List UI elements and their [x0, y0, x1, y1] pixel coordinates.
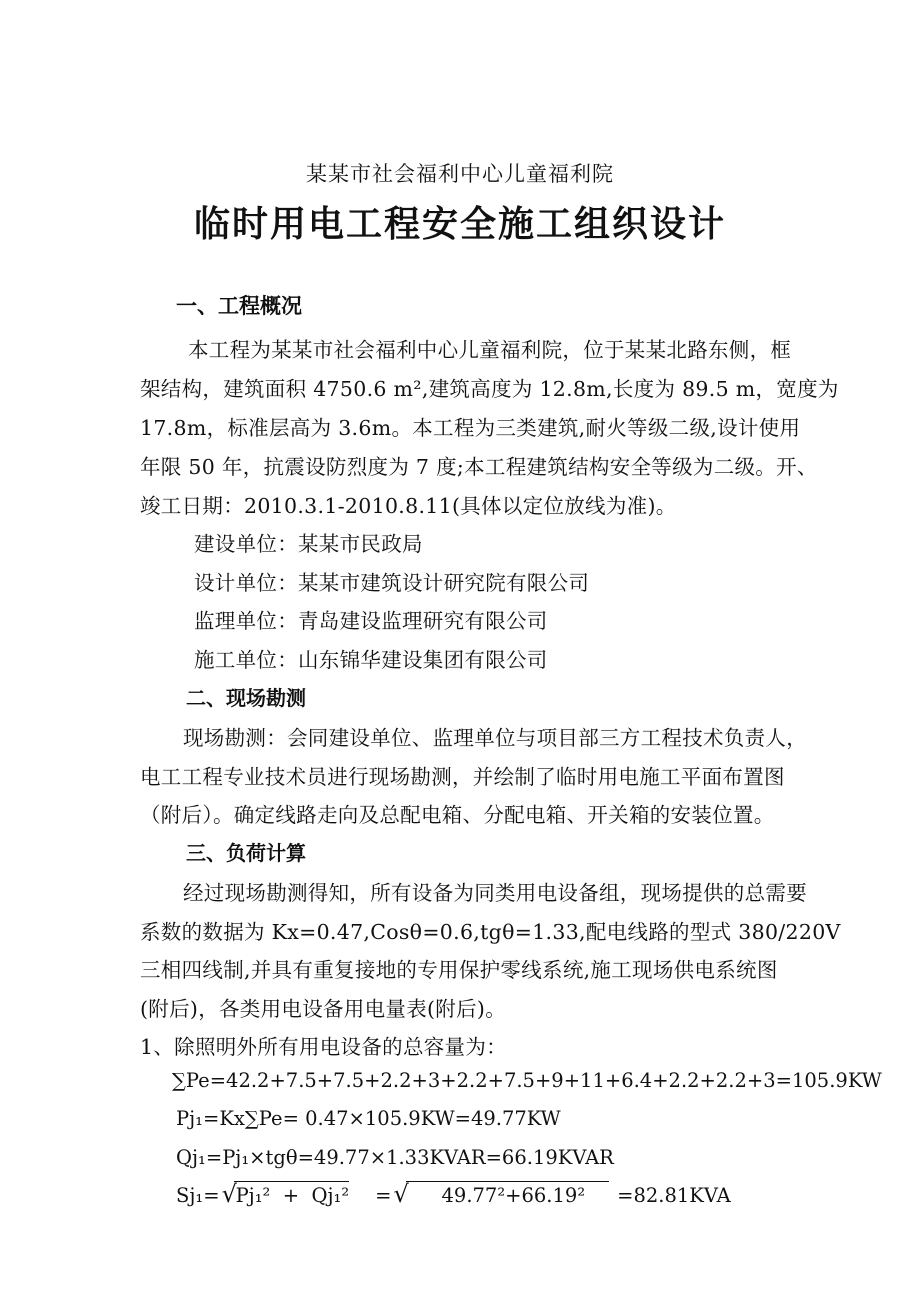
unit-construction: 建设单位：某某市民政局 — [194, 532, 423, 556]
formula-qj1: Qj₁=Pj₁×tgθ=49.77×1.33KVAR=66.19KVAR — [176, 1146, 614, 1169]
survey-line: 电工工程专业技术员进行现场勘测，并绘制了临时用电施工平面布置图 — [140, 765, 785, 789]
item-1-heading: 1、除照明外所有用电设备的总容量为： — [140, 1035, 507, 1059]
section-heading-overview: 一、工程概况 — [176, 294, 302, 318]
section-heading-survey: 二、现场勘测 — [186, 686, 306, 710]
overview-line: 本工程为某某市社会福利中心儿童福利院，位于某某北路东侧，框 — [188, 338, 792, 362]
document-title: 临时用电工程安全施工组织设计 — [193, 204, 726, 245]
document-subtitle: 某某市社会福利中心儿童福利院 — [306, 162, 614, 186]
formula-pj1: Pj₁=Kx∑Pe= 0.47×105.9KW=49.77KW — [176, 1107, 561, 1130]
overview-line: 竣工日期：2010.3.1-2010.8.11(具体以定位放线为准)。 — [140, 494, 677, 518]
unit-supervision: 监理单位：青岛建设监理研究有限公司 — [194, 609, 548, 633]
formula-sj1-sqrt-numeric: √ 49.77²+66.19² — [394, 1184, 610, 1207]
unit-design: 设计单位：某某市建筑设计研究院有限公司 — [194, 571, 590, 595]
load-line: 系数的数据为 Kx=0.47,Cosθ=0.6,tgθ=1.33,配电线路的型式 380/220V — [140, 920, 841, 944]
survey-line: 现场勘测：会同建设单位、监理单位与项目部三方工程技术负责人， — [183, 726, 807, 750]
overview-line: 17.8m，标准层高为 3.6m。本工程为三类建筑,耐火等级二级,设计使用 — [140, 416, 801, 440]
load-line: (附后)，各类用电设备用电量表(附后)。 — [140, 997, 506, 1021]
formula-sj1-equals: = — [375, 1184, 392, 1207]
survey-line: （附后）。确定线路走向及总配电箱、分配电箱、开关箱的安装位置。 — [140, 803, 775, 827]
formula-sj1 — [176, 1184, 731, 1207]
unit-contractor: 施工单位：山东锦华建设集团有限公司 — [194, 648, 548, 672]
formula-sj1-lhs: Sj₁= — [176, 1184, 220, 1207]
load-line: 三相四线制,并具有重复接地的专用保护零线系统,施工现场供电系统图 — [140, 958, 778, 982]
load-line: 经过现场勘测得知，所有设备为同类用电设备组，现场提供的总需要 — [183, 881, 807, 905]
formula-sum-pe: ∑Pe=42.2+7.5+7.5+2.2+3+2.2+7.5+9+11+6.4+2.2+2.2+3=105.9KW — [172, 1069, 882, 1092]
section-heading-load: 三、负荷计算 — [186, 841, 306, 865]
overview-line: 架结构，建筑面积 4750.6 m²,建筑高度为 12.8m,长度为 89.5 m，宽度为 — [140, 377, 839, 401]
overview-line: 年限 50 年，抗震设防烈度为 7 度;本工程建筑结构安全等级为二级。开、 — [140, 455, 818, 479]
formula-sj1-result: =82.81KVA — [617, 1184, 731, 1207]
formula-sj1-sqrt-symbolic: √ Pj₁² + Qj₁² — [222, 1184, 350, 1207]
